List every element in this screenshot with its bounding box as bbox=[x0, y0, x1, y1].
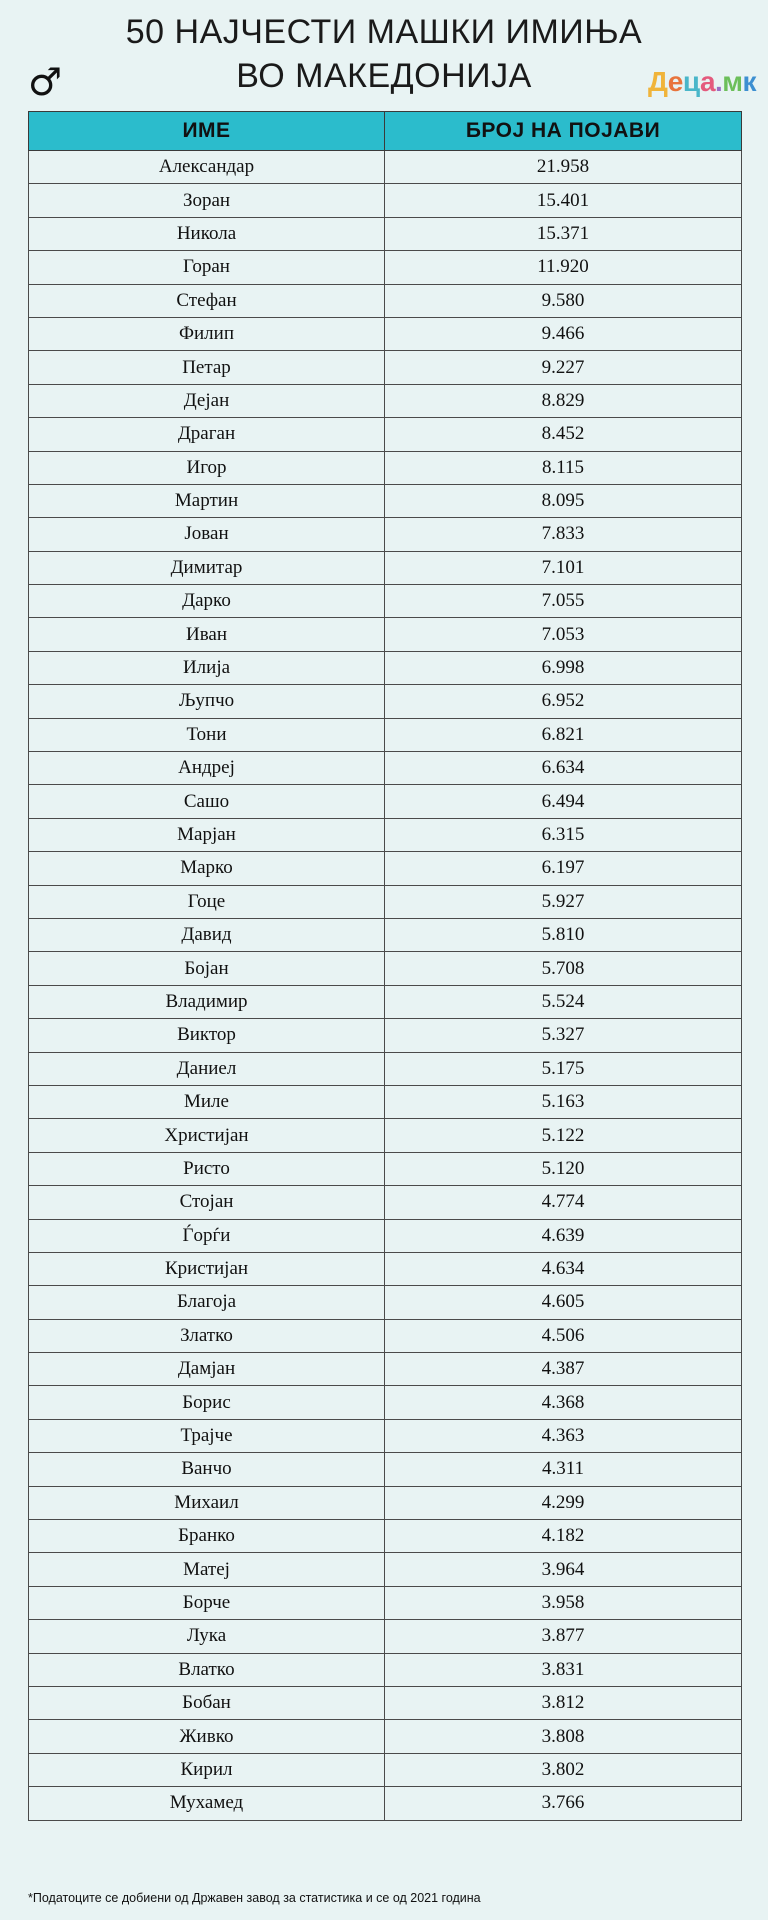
table-row bbox=[29, 1653, 742, 1686]
cell-name: Ристо bbox=[29, 1152, 385, 1185]
cell-count: 8.452 bbox=[385, 418, 742, 451]
table-row bbox=[29, 1486, 742, 1519]
cell-name: Матеј bbox=[29, 1553, 385, 1586]
table-row bbox=[29, 1520, 742, 1553]
cell-name: Дамјан bbox=[29, 1353, 385, 1386]
table-row bbox=[29, 1219, 742, 1252]
cell-count: 6.821 bbox=[385, 718, 742, 751]
cell-count: 4.605 bbox=[385, 1286, 742, 1319]
cell-count: 5.810 bbox=[385, 918, 742, 951]
table-row bbox=[29, 1720, 742, 1753]
cell-count: 3.958 bbox=[385, 1586, 742, 1619]
cell-name: Стефан bbox=[29, 284, 385, 317]
cell-count: 7.053 bbox=[385, 618, 742, 651]
cell-name: Даниел bbox=[29, 1052, 385, 1085]
cell-count: 3.802 bbox=[385, 1753, 742, 1786]
names-table bbox=[28, 111, 742, 1821]
cell-name: Мартин bbox=[29, 484, 385, 517]
cell-count: 7.055 bbox=[385, 585, 742, 618]
cell-count: 6.494 bbox=[385, 785, 742, 818]
table-row bbox=[29, 551, 742, 584]
table-row bbox=[29, 852, 742, 885]
cell-name: Бранко bbox=[29, 1520, 385, 1553]
table-row bbox=[29, 952, 742, 985]
cell-count: 11.920 bbox=[385, 251, 742, 284]
cell-name: Тони bbox=[29, 718, 385, 751]
table-row bbox=[29, 217, 742, 250]
cell-count: 8.095 bbox=[385, 484, 742, 517]
cell-name: Марко bbox=[29, 852, 385, 885]
table-row bbox=[29, 1152, 742, 1185]
cell-count: 5.175 bbox=[385, 1052, 742, 1085]
table-row bbox=[29, 1686, 742, 1719]
cell-count: 3.964 bbox=[385, 1553, 742, 1586]
page-title-line-2: ВО МАКЕДОНИЈА bbox=[236, 57, 532, 95]
cell-name: Бобан bbox=[29, 1686, 385, 1719]
cell-count: 15.401 bbox=[385, 184, 742, 217]
table-row bbox=[29, 752, 742, 785]
table-row bbox=[29, 818, 742, 851]
cell-count: 4.639 bbox=[385, 1219, 742, 1252]
table-row bbox=[29, 1419, 742, 1452]
cell-name: Марјан bbox=[29, 818, 385, 851]
cell-name: Сашо bbox=[29, 785, 385, 818]
logo bbox=[648, 64, 756, 100]
logo-letter: е bbox=[667, 66, 683, 97]
cell-count: 5.708 bbox=[385, 952, 742, 985]
table-row bbox=[29, 785, 742, 818]
cell-count: 4.368 bbox=[385, 1386, 742, 1419]
cell-count: 7.833 bbox=[385, 518, 742, 551]
table-row bbox=[29, 1119, 742, 1152]
cell-count: 5.524 bbox=[385, 985, 742, 1018]
table-row bbox=[29, 184, 742, 217]
cell-name: Андреј bbox=[29, 752, 385, 785]
cell-name: Филип bbox=[29, 317, 385, 350]
table-row bbox=[29, 585, 742, 618]
cell-count: 4.387 bbox=[385, 1353, 742, 1386]
cell-count: 9.466 bbox=[385, 317, 742, 350]
cell-name: Давид bbox=[29, 918, 385, 951]
table-row bbox=[29, 251, 742, 284]
cell-name: Ѓорѓи bbox=[29, 1219, 385, 1252]
cell-count: 5.327 bbox=[385, 1019, 742, 1052]
table-row bbox=[29, 384, 742, 417]
table-row bbox=[29, 351, 742, 384]
cell-name: Зоран bbox=[29, 184, 385, 217]
table-row bbox=[29, 484, 742, 517]
table-row bbox=[29, 1787, 742, 1820]
table-row bbox=[29, 1019, 742, 1052]
table-row bbox=[29, 918, 742, 951]
cell-name: Благоја bbox=[29, 1286, 385, 1319]
cell-count: 9.227 bbox=[385, 351, 742, 384]
cell-count: 3.766 bbox=[385, 1787, 742, 1820]
table-row bbox=[29, 1753, 742, 1786]
cell-count: 6.952 bbox=[385, 685, 742, 718]
table-row bbox=[29, 618, 742, 651]
table-row bbox=[29, 1252, 742, 1285]
table-row bbox=[29, 1553, 742, 1586]
table-row bbox=[29, 418, 742, 451]
cell-count: 3.812 bbox=[385, 1686, 742, 1719]
table-header-row bbox=[29, 112, 742, 151]
logo-letter: а bbox=[699, 66, 716, 97]
cell-name: Мухамед bbox=[29, 1787, 385, 1820]
table-row bbox=[29, 1453, 742, 1486]
table-row bbox=[29, 985, 742, 1018]
table-row bbox=[29, 451, 742, 484]
cell-name: Виктор bbox=[29, 1019, 385, 1052]
cell-name: Кирил bbox=[29, 1753, 385, 1786]
table-row bbox=[29, 151, 742, 184]
logo-letter: м bbox=[722, 66, 743, 97]
cell-name: Владимир bbox=[29, 985, 385, 1018]
table-body bbox=[29, 151, 742, 1821]
cell-count: 4.506 bbox=[385, 1319, 742, 1352]
cell-count: 6.315 bbox=[385, 818, 742, 851]
table-row bbox=[29, 284, 742, 317]
cell-count: 5.120 bbox=[385, 1152, 742, 1185]
cell-count: 3.808 bbox=[385, 1720, 742, 1753]
table-row bbox=[29, 1586, 742, 1619]
table-row bbox=[29, 1620, 742, 1653]
table-row bbox=[29, 1386, 742, 1419]
logo-letter: ц bbox=[682, 66, 700, 97]
cell-count: 9.580 bbox=[385, 284, 742, 317]
table-row bbox=[29, 718, 742, 751]
cell-name: Живко bbox=[29, 1720, 385, 1753]
cell-count: 4.311 bbox=[385, 1453, 742, 1486]
cell-name: Љупчо bbox=[29, 685, 385, 718]
logo-letter: Д bbox=[648, 66, 668, 97]
cell-name: Влатко bbox=[29, 1653, 385, 1686]
cell-name: Дејан bbox=[29, 384, 385, 417]
cell-count: 6.998 bbox=[385, 651, 742, 684]
cell-count: 3.877 bbox=[385, 1620, 742, 1653]
cell-name: Никола bbox=[29, 217, 385, 250]
cell-count: 4.182 bbox=[385, 1520, 742, 1553]
cell-name: Јован bbox=[29, 518, 385, 551]
page-title-line-1: 50 НАЈЧЕСТИ МАШКИ ИМИЊА bbox=[125, 13, 643, 51]
cell-count: 6.197 bbox=[385, 852, 742, 885]
cell-name: Лука bbox=[29, 1620, 385, 1653]
cell-name: Борче bbox=[29, 1586, 385, 1619]
cell-name: Трајче bbox=[29, 1419, 385, 1452]
column-header-name: ИМЕ bbox=[29, 112, 385, 151]
cell-name: Драган bbox=[29, 418, 385, 451]
cell-name: Дарко bbox=[29, 585, 385, 618]
cell-count: 8.829 bbox=[385, 384, 742, 417]
cell-name: Кристијан bbox=[29, 1252, 385, 1285]
cell-name: Бојан bbox=[29, 952, 385, 985]
cell-count: 4.299 bbox=[385, 1486, 742, 1519]
male-symbol-icon: ♂ bbox=[28, 60, 63, 104]
cell-count: 15.371 bbox=[385, 217, 742, 250]
cell-count: 5.927 bbox=[385, 885, 742, 918]
cell-name: Илија bbox=[29, 651, 385, 684]
table-row bbox=[29, 1186, 742, 1219]
cell-count: 5.122 bbox=[385, 1119, 742, 1152]
cell-name: Борис bbox=[29, 1386, 385, 1419]
cell-name: Петар bbox=[29, 351, 385, 384]
cell-count: 3.831 bbox=[385, 1653, 742, 1686]
names-table-container bbox=[28, 111, 741, 1821]
cell-count: 4.634 bbox=[385, 1252, 742, 1285]
table-row bbox=[29, 1319, 742, 1352]
cell-count: 5.163 bbox=[385, 1085, 742, 1118]
cell-name: Миле bbox=[29, 1085, 385, 1118]
cell-name: Гоце bbox=[29, 885, 385, 918]
cell-count: 6.634 bbox=[385, 752, 742, 785]
cell-count: 7.101 bbox=[385, 551, 742, 584]
cell-name: Игор bbox=[29, 451, 385, 484]
cell-name: Горан bbox=[29, 251, 385, 284]
cell-name: Златко bbox=[29, 1319, 385, 1352]
cell-name: Димитар bbox=[29, 551, 385, 584]
footnote: *Податоците се добиени од Државен завод за статистика и се од 2021 година bbox=[28, 1891, 481, 1905]
cell-count: 4.774 bbox=[385, 1186, 742, 1219]
table-row bbox=[29, 1353, 742, 1386]
cell-name: Михаил bbox=[29, 1486, 385, 1519]
cell-count: 8.115 bbox=[385, 451, 742, 484]
table-row bbox=[29, 885, 742, 918]
logo-letter: . bbox=[715, 66, 723, 97]
table-row bbox=[29, 518, 742, 551]
cell-name: Иван bbox=[29, 618, 385, 651]
cell-name: Ванчо bbox=[29, 1453, 385, 1486]
table-row bbox=[29, 1052, 742, 1085]
logo-letter: к bbox=[742, 66, 757, 97]
table-row bbox=[29, 1085, 742, 1118]
table-row bbox=[29, 651, 742, 684]
cell-name: Христијан bbox=[29, 1119, 385, 1152]
cell-name: Александар bbox=[29, 151, 385, 184]
cell-count: 21.958 bbox=[385, 151, 742, 184]
table-row bbox=[29, 317, 742, 350]
cell-count: 4.363 bbox=[385, 1419, 742, 1452]
column-header-count: БРОЈ НА ПОЈАВИ bbox=[385, 112, 742, 151]
table-row bbox=[29, 685, 742, 718]
table-row bbox=[29, 1286, 742, 1319]
cell-name: Стојан bbox=[29, 1186, 385, 1219]
